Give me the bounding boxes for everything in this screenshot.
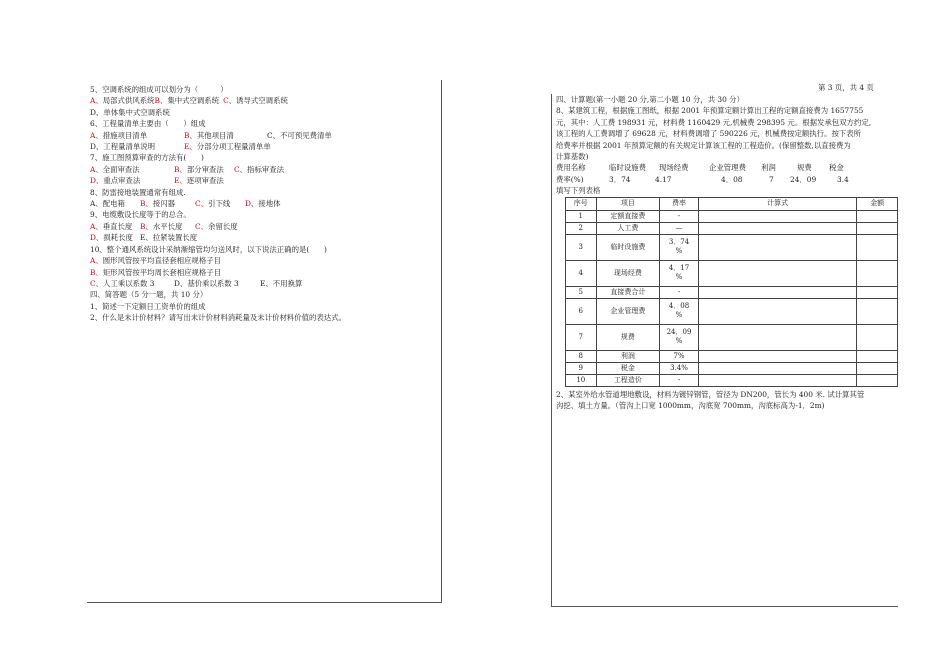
short-answer-2: 2、什么是未计价材料？请写出未计价材料消耗量及未计价材料价值的表达式。 [90,313,346,323]
question-8-options [87,198,441,209]
row-rate: — [660,222,699,234]
problem-2-line: 沟挖、填土方量。（管沟上口宽 1000mm，沟底宽 700mm，沟底标高为-1．2m) [556,401,825,411]
option-text: 圆形风管按平均直径套相应规格子目 [102,256,221,266]
option-text: 其他项目清 [196,130,234,140]
row-item: 临时设施费 [596,234,660,260]
option-text: 接地体 [258,199,281,209]
rate-values-row [552,174,898,185]
option-letter: A、 [90,130,103,140]
row-amount[interactable] [857,222,898,234]
table-row [566,298,898,324]
row-formula[interactable] [698,362,857,374]
question-5-option-d: D、单体集中式空调系统 [90,107,170,117]
option-text: 指标审查法 [247,164,285,174]
rate-value: 费率(%) [556,174,584,184]
rate-value: 3.4 [837,174,849,184]
option-text: 引下线 [208,199,231,209]
option-text: E、不用换算 [260,278,303,288]
row-rate: 3．74 % [660,234,699,260]
table-row [566,210,898,222]
row-formula[interactable] [698,234,857,260]
left-page [87,80,442,603]
row-number: 2 [566,222,597,234]
rate-names-row [552,162,898,173]
row-amount[interactable] [857,362,898,374]
row-amount[interactable] [857,374,898,386]
row-item: 定额直接费 [596,210,660,222]
rate-value: 4.17 [655,174,672,184]
row-number: 1 [566,210,597,222]
rate-name: 临时设施费 [609,163,646,173]
option-letter: C、 [195,199,209,209]
row-rate: 7% [660,350,699,362]
option-letter: D、 [90,176,104,186]
problem-2-line: 2、某室外给水管道埋地敷设，材料为镀锌钢管，管径为 DN200，管长为 400 米. 试计算其管 [556,389,865,399]
problem-1-line: 元，其中：人工费 198931 元，材料费 1160429 元,机械费 298395 元。根据发承包双方约定, [556,117,872,127]
question-10-options-cde [87,278,441,289]
row-rate: 4．17 % [660,260,699,286]
table-row [566,362,898,374]
table-header-row [566,197,898,210]
row-formula[interactable] [698,210,857,222]
column-header: 序号 [566,197,597,210]
rate-name: 现场经费 [659,163,689,173]
option-letter: B、 [140,199,153,209]
option-text: 损耗长度 [103,233,133,243]
row-number: 4 [566,260,597,286]
section-4-heading: 四、简答题（5 分一题，共 10 分） [90,290,208,300]
rate-value: 4．08 [721,174,743,184]
question-10-option-b [87,267,441,278]
option-text: C、不可预见费清单 [267,130,332,140]
column-header: 费率 [660,197,699,210]
row-amount[interactable] [857,350,898,362]
option-text: 措施项目清单 [102,130,148,140]
row-amount[interactable] [857,260,898,286]
page-number: 第 3 页，共 4 页 [818,83,874,92]
problem-1-line: 计算基数) [556,152,589,162]
row-amount[interactable] [857,210,898,222]
column-header: 计算式 [698,197,857,210]
option-letter: A、 [90,164,103,174]
rate-name: 规费 [797,163,812,173]
option-letter: C、 [195,221,209,231]
row-number: 3 [566,234,597,260]
question-7-options-de [87,175,441,186]
question-5-options [87,95,441,106]
row-number: 8 [566,350,597,362]
table-row [566,260,898,286]
row-number: 5 [566,286,597,298]
question-8: 8、防雷接地装置通常有组成. [90,187,186,197]
question-6: 6、工程量清单主要由（ ）组成 [90,119,206,129]
option-letter: B、 [154,96,168,106]
option-text: 局部式供风系统 [102,96,155,106]
option-text: D、基价乘以系数 3 [174,278,239,288]
option-letter: D、 [90,233,104,243]
row-amount[interactable] [857,234,898,260]
option-text: 矩形风管按平均周长套相应规格子目 [102,267,222,277]
cost-table [565,197,898,387]
question-9-options-abc [87,221,441,232]
problem-1-line: 给费率并根据 2001 年预算定额的有关规定计算该工程的工程造价。(保留整数,以直接费为 [556,140,851,150]
rate-name: 税金 [829,163,844,173]
table-row [566,222,898,234]
table-row [566,324,898,350]
question-6-options-de [87,141,441,152]
rate-name: 费用名称 [556,163,586,173]
rate-value: 3．74 [609,174,631,184]
column-header: 项目 [596,197,660,210]
row-item: 税金 [596,362,660,374]
option-letter: A、 [90,221,103,231]
option-letter: B、 [184,130,197,140]
row-number: 9 [566,362,597,374]
option-letter: C、 [234,164,248,174]
row-number: 7 [566,324,597,350]
question-5: 5、空调系统的组成可以划分为（ ） [90,85,228,94]
row-item: 企业管理费 [596,298,660,324]
row-item: 工程造价 [596,374,660,386]
option-text: E、拉紧装置长度 [140,233,198,243]
option-text: 重点审查法 [103,176,141,186]
short-answer-1: 1、简述一下定额日工资单价的组成 [90,301,206,311]
row-amount[interactable] [857,324,898,350]
row-amount[interactable] [857,286,898,298]
row-item: 直接费合计 [596,286,660,298]
question-10: 10、整个通风系统设计采纳渐缩管均匀送风时，以下说法正确的是( ) [90,244,327,254]
table-row [566,350,898,362]
option-text: A、配电箱 [90,199,125,209]
table-row [566,286,898,298]
question-9-options-de [87,232,441,243]
option-text: 余留长度 [208,221,238,231]
row-rate: - [660,374,699,386]
option-letter: B、 [140,221,153,231]
row-item: 利润 [596,350,660,362]
row-number: 10 [566,374,597,386]
problem-1-line: 8、某建筑工程，根据施工图纸，根据 2001 年预算定额计算出工程的定额直接费为 1657755 [556,106,864,116]
rate-name: 利润 [761,163,776,173]
rate-value: 7 [769,174,774,184]
row-formula[interactable] [698,324,857,350]
section-heading: 四、计算题(第一小题 20 分,第二小题 10 分，共 30 分） [556,95,744,104]
option-text: 逐项审查法 [186,176,224,186]
option-letter: C、 [223,96,237,106]
row-rate: - [660,286,699,298]
question-6-options-abc [87,130,441,141]
option-letter: B、 [174,164,187,174]
option-letter: B、 [90,267,103,277]
question-7-options-abc [87,164,441,175]
row-formula[interactable] [698,298,857,324]
row-rate: - [660,210,699,222]
option-letter: E、 [174,176,187,186]
rate-value: 24．09 [790,174,817,184]
table-row [566,374,898,386]
row-formula[interactable] [698,350,857,362]
problem-1-line: 该工程的人工费调增了 69628 元，材料费调增了 590226 元，机械费按定额执行。按下表所 [556,129,862,139]
option-letter: A、 [90,256,103,266]
fill-table-label: 填写下列表格 [556,186,601,196]
rate-name: 企业管理费 [709,163,746,173]
row-rate: 4．08 % [660,298,699,324]
option-text: 集中式空调系统 [167,96,220,106]
row-item: 现场经费 [596,260,660,286]
question-7: 7、施工图预算审查的方法有( ) [90,153,204,163]
option-text: 全面审查法 [102,164,140,174]
row-formula[interactable] [698,260,857,286]
row-number: 6 [566,298,597,324]
option-letter: E、 [184,142,197,152]
option-text: 分部分项工程量清单单 [196,142,271,152]
row-item: 人工费 [596,222,660,234]
option-text: 诱导式空调系统 [236,96,288,106]
row-formula[interactable] [698,286,857,298]
row-formula[interactable] [698,222,857,234]
option-text: 水平长度 [152,221,183,231]
table-row [566,234,898,260]
option-text: 接闪器 [152,199,176,209]
option-letter: A、 [90,96,103,106]
option-letter: C、 [90,278,104,288]
right-page [551,94,898,607]
question-9: 9、电缆敷设长度等于的总合。 [90,210,191,220]
row-item: 规费 [596,324,660,350]
option-text: 垂直长度 [102,221,133,231]
row-rate: 24．09 % [660,324,699,350]
column-header: 金额 [857,197,898,210]
row-rate: 3.4% [660,362,699,374]
option-text: 部分审查法 [186,164,224,174]
question-10-option-a [87,255,441,266]
row-formula[interactable] [698,374,857,386]
option-letter: D、 [245,199,259,209]
option-text: D、工程量清单说明 [90,142,156,152]
option-text: 人工乘以系数 3 [103,278,155,288]
row-amount[interactable] [857,298,898,324]
